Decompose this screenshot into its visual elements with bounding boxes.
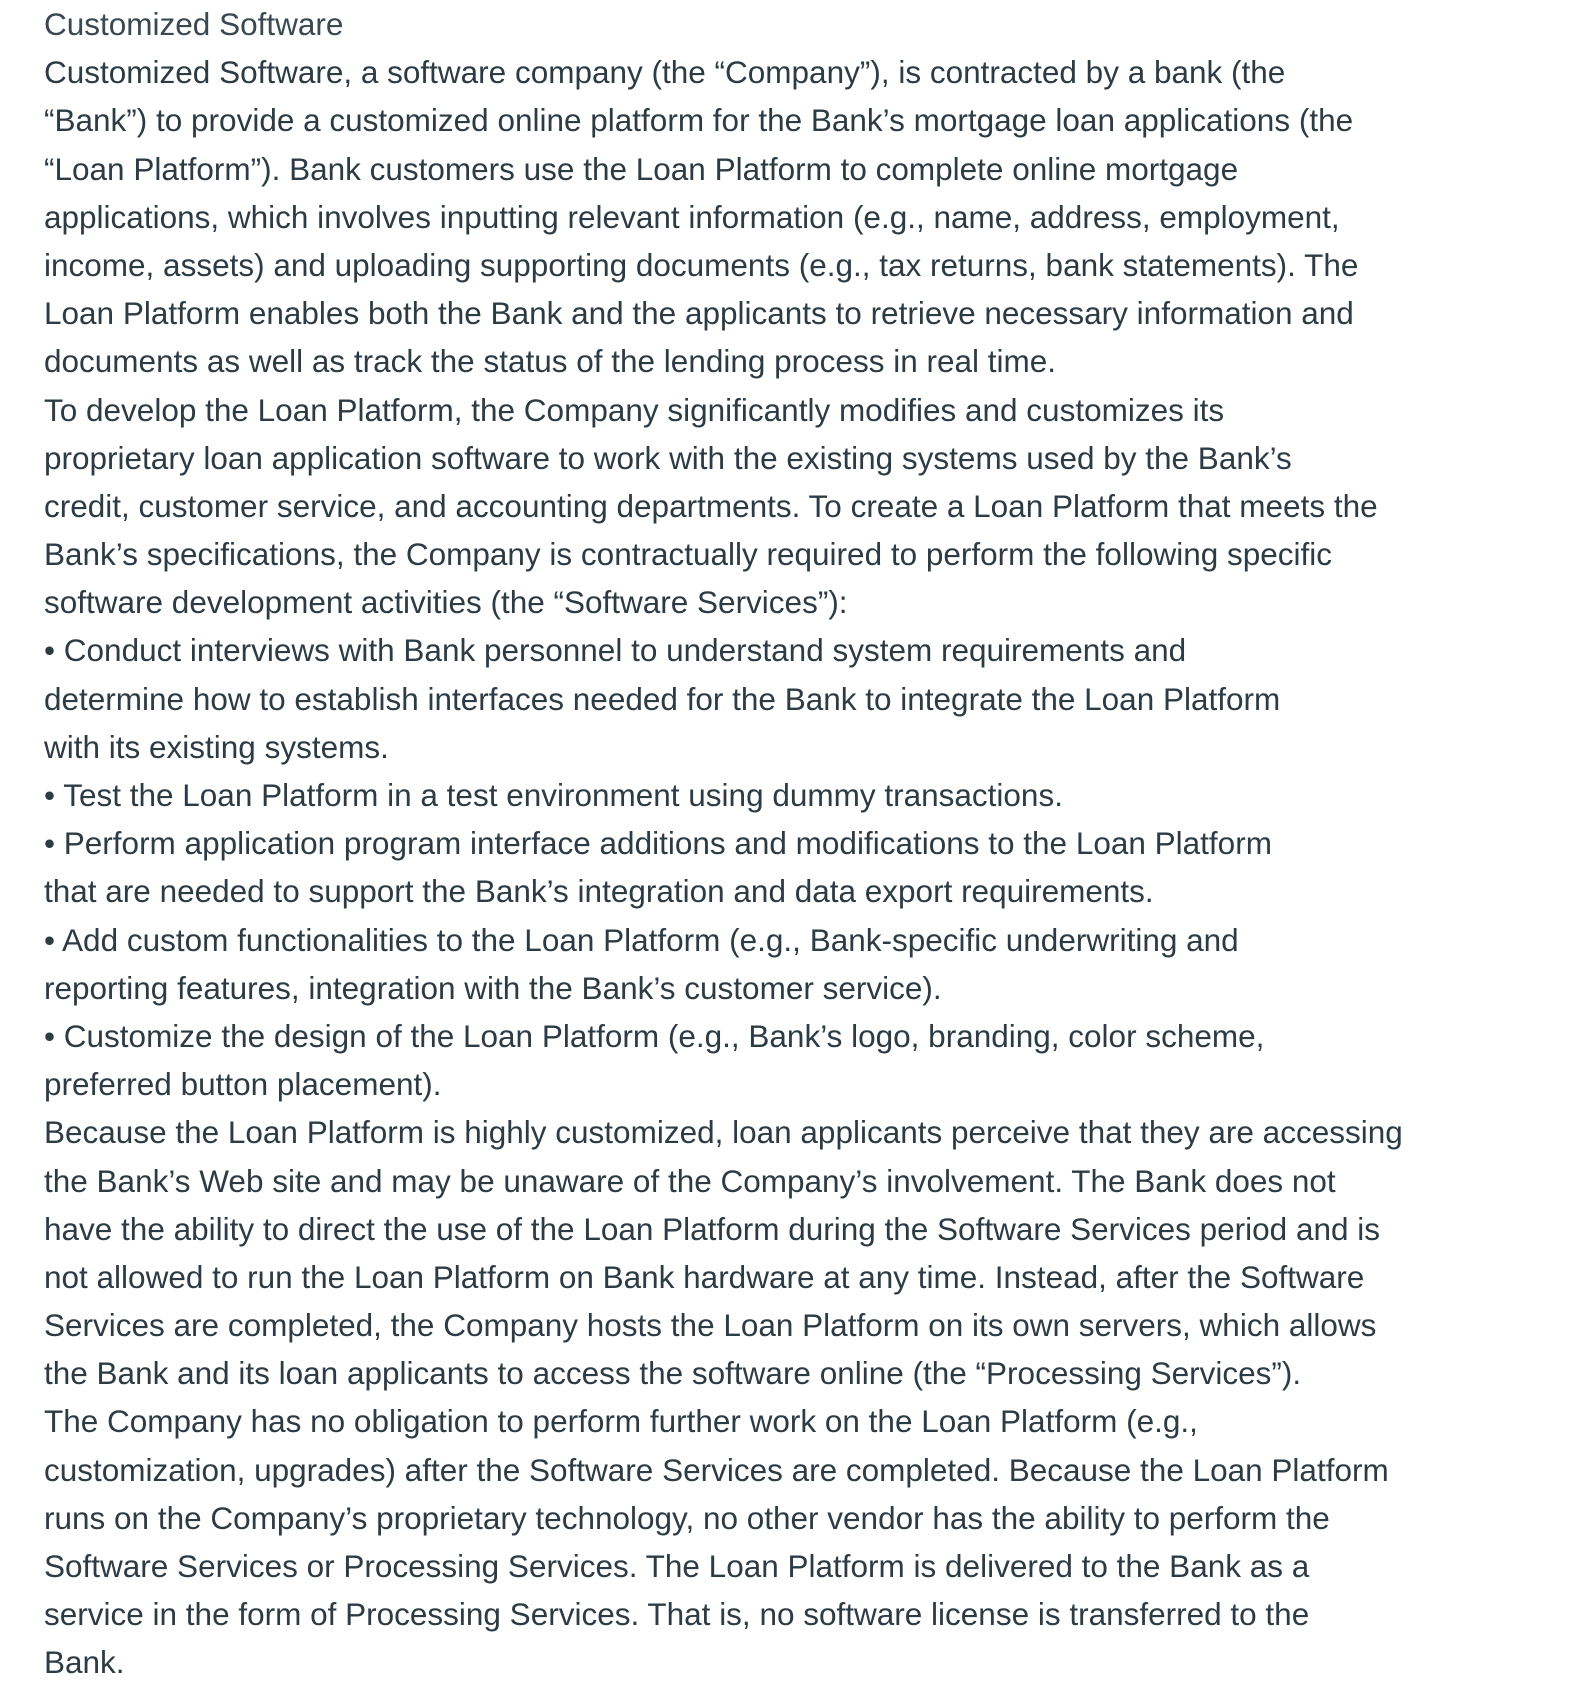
document-body	[44, 0, 1424, 1687]
text-line: that are needed to support the Bank’s integration and data export requirements.	[44, 873, 1154, 910]
text-line: • Perform application program interface additions and modifications to the Loan Platform	[44, 825, 1272, 862]
text-line: • Customize the design of the Loan Platform (e.g., Bank’s logo, branding, color scheme,	[44, 1017, 1265, 1054]
text-line: determine how to establish interfaces needed for the Bank to integrate the Loan Platform	[44, 680, 1281, 717]
text-line: Bank.	[44, 1644, 125, 1681]
text-line: with its existing systems.	[44, 728, 389, 765]
text-line: documents as well as track the status of the lending process in real time.	[44, 343, 1056, 380]
text-line: have the ability to direct the use of the Loan Platform during the Software Services period and is	[44, 1210, 1381, 1247]
text-line: Because the Loan Platform is highly customized, loan applicants perceive that they are accessing	[44, 1114, 1403, 1151]
text-line: To develop the Loan Platform, the Company significantly modifies and customizes its	[44, 391, 1225, 428]
text-line: credit, customer service, and accounting departments. To create a Loan Platform that meets the	[44, 487, 1378, 524]
bullet-list	[44, 626, 1424, 1108]
text-line: the Bank’s Web site and may be unaware of the Company’s involvement. The Bank does not	[44, 1162, 1336, 1199]
text-line: “Bank”) to provide a customized online platform for the Bank’s mortgage loan applications (the	[44, 102, 1354, 139]
text-line: • Test the Loan Platform in a test environment using dummy transactions.	[44, 777, 1063, 813]
document-title: Customized Software	[44, 6, 344, 42]
text-line: The Company has no obligation to perform further work on the Loan Platform (e.g.,	[44, 1403, 1198, 1440]
text-line: service in the form of Processing Services. That is, no software license is transferred to the	[44, 1596, 1310, 1633]
text-line: reporting features, integration with the Bank’s customer service).	[44, 969, 942, 1006]
obligation-paragraph	[44, 1397, 1424, 1686]
text-line: preferred button placement).	[44, 1066, 442, 1103]
text-line: • Add custom functionalities to the Loan Platform (e.g., Bank-specific underwriting and	[44, 921, 1239, 958]
text-line: Services are completed, the Company hosts the Loan Platform on its own servers, which allows	[44, 1307, 1377, 1344]
text-line: Customized Software, a software company (the “Company”), is contracted by a bank (the	[44, 54, 1286, 91]
intro-paragraph	[44, 48, 1424, 385]
bullet-item-testing	[44, 771, 1424, 819]
development-paragraph	[44, 386, 1424, 627]
bullet-item-interviews	[44, 626, 1424, 771]
text-line: Loan Platform enables both the Bank and the applicants to retrieve necessary information and	[44, 295, 1354, 332]
text-line: the Bank and its loan applicants to access the software online (the “Processing Services”).	[44, 1355, 1302, 1392]
bullet-item-api	[44, 819, 1424, 915]
bullet-item-design	[44, 1012, 1424, 1108]
text-line: Software Services or Processing Services. The Loan Platform is delivered to the Bank as a	[44, 1548, 1310, 1584]
text-line: proprietary loan application software to work with the existing systems used by the Bank’s	[44, 439, 1292, 476]
text-line: “Loan Platform”). Bank customers use the Loan Platform to complete online mortgage	[44, 150, 1239, 187]
text-line: runs on the Company’s proprietary technology, no other vendor has the ability to perform the	[44, 1499, 1330, 1536]
text-line: Bank’s specifications, the Company is contractually required to perform the following specific	[44, 536, 1333, 573]
text-line: customization, upgrades) after the Software Services are completed. Because the Loan Platform	[44, 1451, 1389, 1488]
hosting-paragraph	[44, 1108, 1424, 1397]
text-line: software development activities (the “Software Services”):	[44, 584, 848, 621]
bullet-item-functionalities	[44, 916, 1424, 1012]
text-line: not allowed to run the Loan Platform on Bank hardware at any time. Instead, after the Software	[44, 1258, 1365, 1295]
text-line: income, assets) and uploading supporting documents (e.g., tax returns, bank statements). The	[44, 246, 1359, 283]
text-line: • Conduct interviews with Bank personnel to understand system requirements and	[44, 632, 1187, 669]
text-line: applications, which involves inputting relevant information (e.g., name, address, employment,	[44, 198, 1340, 235]
